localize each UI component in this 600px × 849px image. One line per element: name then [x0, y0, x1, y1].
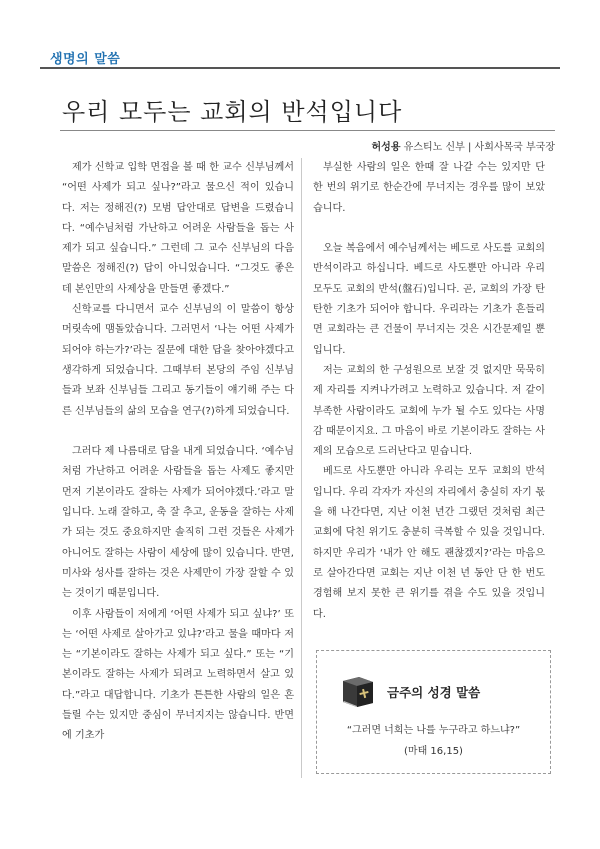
verse-heading: 금주의 성경 말씀: [387, 685, 481, 700]
paragraph: 제가 신학교 입학 면접을 볼 때 한 교수 신부님께서 “어떤 사제가 되고 싶나?”라고 물으신 적이 있습니다. 저는 정해진(?) 모범 답안대로 답변을 드렸습니다. “예수님처럼 가난하고 어려운 사람들을 돕는 사제가 되고 싶습니다.” 그런데 그 교수 신부님의 다음 말씀은 정해진(?) 답이 아니었습니다. “그것도 좋은데 본인만의 사제상을 만들면 좋겠다.”: [62, 162, 294, 295]
paragraph-gap: [313, 219, 545, 239]
section-label: 생명의 말씀: [50, 52, 121, 67]
paragraph: 신학교를 다니면서 교수 신부님의 이 말씀이 항상 머릿속에 맴돌았습니다. 그러면서 ‘나는 어떤 사제가 되어야 하는가?’라는 질문에 대한 답을 찾아야겠다고 생각하게 되었습니다. 그때부터 본당의 주임 신부님들과 보좌 신부님들 그리고 동기들이 얘기해 주는 다른 신부님들의 삶의 모습을 연구(?)하게 되었습니다.: [62, 304, 294, 417]
paragraph: 저는 교회의 한 구성원으로 보잘 것 없지만 묵묵히 제 자리를 지켜나가려고 노력하고 있습니다. 저 같이 부족한 사람이라도 교회에 누가 될 수도 있다는 사명감 때문이지요. 그 마음이 바로 기본이라도 잘하는 사제의 모습으로 드러난다고 믿습니다.: [313, 364, 545, 458]
paragraph-gap: [62, 422, 294, 442]
verse-reference: (마태 16,15): [404, 746, 463, 757]
right-column: [313, 158, 545, 625]
title-divider: [60, 130, 555, 131]
weekly-verse-box: [316, 650, 551, 774]
paragraph: 이후 사람들이 저에게 ‘어떤 사제가 되고 싶냐?’ 또는 ‘어떤 사제로 살아가고 있냐?’라고 물을 때마다 저는 “기본이라도 잘하는 사제가 되고 싶다.” 또는 “기본이라도 잘하는 사제가 되려고 노력하면서 살고 있다.”라고 대답합니다. 기초가 튼튼한 사람의 일은 흔들릴 수는 있지만 중심이 무너지지는 않습니다. 반면에 기초가: [62, 608, 294, 742]
author-title: 유스티노 신부 | 사회사목국 부국장: [403, 142, 555, 153]
top-divider: [40, 67, 560, 69]
bible-icon: [337, 673, 377, 709]
author-name: 허성용: [371, 142, 401, 153]
verse-text: “그러면 너희는 나를 누구라고 하느냐?”: [346, 725, 521, 736]
article-title: 우리 모두는 교회의 반석입니다: [62, 98, 403, 126]
paragraph: 오늘 복음에서 예수님께서는 베드로 사도를 교회의 반석이라고 하십니다. 베드로 사도뿐만 아니라 우리 모두도 교회의 반석(盤石)입니다. 곧, 교회의 가장 탄탄한 기초가 되어야 합니다. 우리라는 기초가 흔들리면 교회라는 큰 건물이 무너지는 것은 시간문제일 뿐입니다.: [313, 243, 545, 356]
left-column: [62, 158, 294, 747]
paragraph: 그러다 제 나름대로 답을 내게 되었습니다. ‘예수님처럼 가난하고 어려운 사람들을 돕는 사제도 좋지만 먼저 기본이라도 잘하는 사제가 되어야겠다.’라고 말입니다. 노래 잘하고, 축 잘 추고, 운동을 잘하는 사제가 되는 것도 중요하지만 솔직히 그런 것들은 사제가 아니어도 잘하는 사람이 세상에 많이 있습니다. 반면, 미사와 성사를 잘하는 것은 사제만이 가장 잘할 수 있는 것이기 때문입니다.: [62, 446, 294, 600]
paragraph: 베드로 사도뿐만 아니라 우리는 모두 교회의 반석입니다. 우리 각자가 자신의 자리에서 충실히 자기 몫을 해 나간다면, 지난 이천 년간 그랬던 것처럼 최근 교회에 닥친 위기도 충분히 극복할 수 있을 것입니다. 하지만 우리가 ‘내가 안 해도 괜찮겠지?’라는 마음으로 살아간다면 교회는 지난 이천 년 동안 단 한 번도 경험해 보지 못한 큰 위기를 겪을 수도 있을 것입니다.: [313, 466, 545, 620]
paragraph: 부실한 사람의 일은 한때 잘 나갈 수는 있지만 단 한 번의 위기로 한순간에 무너지는 경우를 많이 보았습니다.: [313, 162, 545, 214]
byline: [372, 138, 556, 153]
column-divider: [301, 158, 302, 778]
